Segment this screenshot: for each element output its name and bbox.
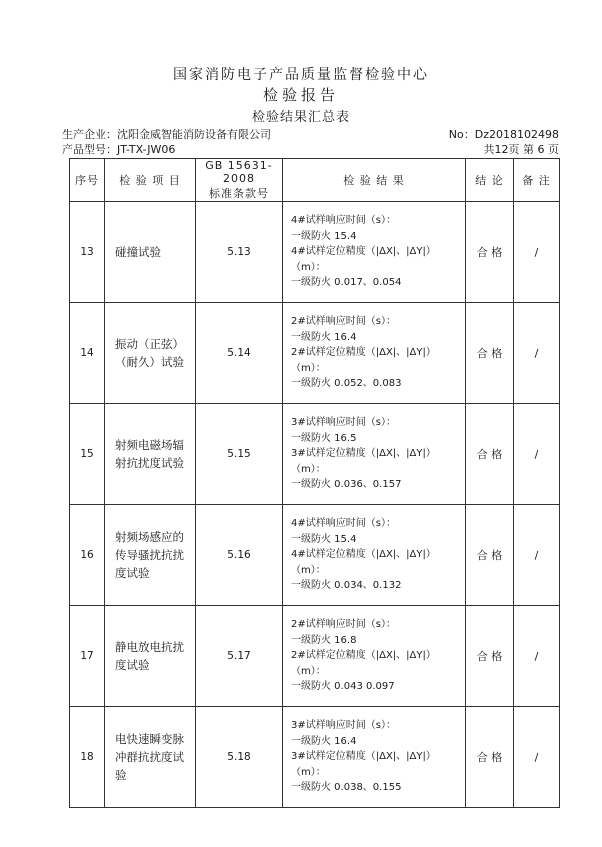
row-result-line: 一级防火 16.4 xyxy=(291,331,357,343)
table-row xyxy=(70,303,560,404)
row-result-line: 4#试样响应时间（s）： xyxy=(291,518,396,530)
row-result-line: （m）： xyxy=(291,766,326,778)
row-item-line: 验 xyxy=(115,768,127,782)
doc-title: 检验报告 xyxy=(262,86,339,104)
row-conclusion: 合 格 xyxy=(466,404,514,505)
row-result-line: （m）： xyxy=(291,665,326,677)
row-item-line: 度试验 xyxy=(115,566,150,580)
table-row xyxy=(70,202,560,303)
row-result-line: 4#试样响应时间（s）： xyxy=(291,215,396,227)
row-result xyxy=(283,202,466,303)
page-indicator: 共12页 第 6 页 xyxy=(483,143,559,156)
row-result-line: 一级防火 0.043 0.097 xyxy=(291,681,395,693)
row-seq: 13 xyxy=(70,202,105,303)
row-result xyxy=(283,505,466,606)
row-item-line: 振动（正弦） xyxy=(115,337,184,351)
row-item-line: 碰撞试验 xyxy=(115,245,161,259)
row-clause: 5.17 xyxy=(196,606,283,707)
row-item-line: 传导骚扰抗扰 xyxy=(115,548,184,562)
row-conclusion: 合 格 xyxy=(466,202,514,303)
row-result-line: 一级防火 15.4 xyxy=(291,230,357,242)
row-conclusion: 合 格 xyxy=(466,606,514,707)
row-result-line: 2#试样响应时间（s）： xyxy=(291,316,396,328)
row-result-line: 4#试样定位精度（|ΔX|、|ΔY|） xyxy=(291,549,436,561)
doc-subtitle: 检验结果汇总表 xyxy=(251,110,350,125)
table-row xyxy=(70,606,560,707)
row-result-line: 3#试样定位精度（|ΔX|、|ΔY|） xyxy=(291,751,436,763)
row-item-line: 射频电磁场辐 xyxy=(115,438,184,452)
row-seq: 14 xyxy=(70,303,105,404)
row-clause: 5.14 xyxy=(196,303,283,404)
row-result-line: （m）： xyxy=(291,463,326,475)
row-result-line: 一级防火 0.017、0.054 xyxy=(291,277,402,289)
row-item xyxy=(105,606,196,707)
header-standard xyxy=(196,159,283,202)
row-clause: 5.16 xyxy=(196,505,283,606)
row-result xyxy=(283,303,466,404)
header-seq: 序号 xyxy=(70,159,105,202)
row-result-line: 一级防火 0.038、0.155 xyxy=(291,782,402,794)
row-item-line: 电快速瞬变脉 xyxy=(115,732,184,746)
row-remark: / xyxy=(514,707,560,808)
row-result-line: 3#试样响应时间（s）： xyxy=(291,417,396,429)
row-result xyxy=(283,707,466,808)
row-result xyxy=(283,606,466,707)
row-seq: 18 xyxy=(70,707,105,808)
row-result-line: （m）： xyxy=(291,261,326,273)
row-seq: 17 xyxy=(70,606,105,707)
row-remark: / xyxy=(514,404,560,505)
row-item xyxy=(105,404,196,505)
row-item xyxy=(105,303,196,404)
row-item xyxy=(105,202,196,303)
row-result-line: 一级防火 0.034、0.132 xyxy=(291,580,402,592)
row-result-line: 2#试样定位精度（|ΔX|、|ΔY|） xyxy=(291,650,436,662)
header-item: 检 验 项 目 xyxy=(105,159,196,202)
row-remark: / xyxy=(514,505,560,606)
row-result-line: 3#试样响应时间（s）： xyxy=(291,720,396,732)
row-seq: 16 xyxy=(70,505,105,606)
header-standard-line1: GB 15631-2008 xyxy=(205,159,273,185)
row-result-line: 4#试样定位精度（|ΔX|、|ΔY|） xyxy=(291,246,436,258)
results-table xyxy=(69,158,560,808)
row-result-line: 一级防火 0.036、0.157 xyxy=(291,479,402,491)
row-clause: 5.13 xyxy=(196,202,283,303)
row-result-line: 3#试样定位精度（|ΔX|、|ΔY|） xyxy=(291,448,436,460)
row-result xyxy=(283,404,466,505)
row-conclusion: 合 格 xyxy=(466,303,514,404)
row-remark: / xyxy=(514,606,560,707)
row-result-line: 一级防火 16.8 xyxy=(291,634,357,646)
row-conclusion: 合 格 xyxy=(466,505,514,606)
report-number: No：Dz2018102498 xyxy=(448,128,559,141)
row-item-line: 冲群抗扰度试 xyxy=(115,750,184,764)
manufacturer: 生产企业：沈阳金威智能消防设备有限公司 xyxy=(62,128,271,141)
table-header-row xyxy=(70,159,560,202)
row-result-line: （m）： xyxy=(291,564,326,576)
row-item-line: 射频场感应的 xyxy=(115,530,184,544)
table-row xyxy=(70,707,560,808)
row-result-line: 一级防火 0.052、0.083 xyxy=(291,378,402,390)
header-standard-line2: 标准条款号 xyxy=(209,187,269,200)
row-result-line: 2#试样响应时间（s）： xyxy=(291,619,396,631)
row-item xyxy=(105,505,196,606)
row-item-line: 度试验 xyxy=(115,658,150,672)
product-model: 产品型号：JT-TX-JW06 xyxy=(62,143,176,156)
row-item-line: 静电放电抗扰 xyxy=(115,640,184,654)
row-result-line: 一级防火 16.4 xyxy=(291,735,357,747)
row-conclusion: 合 格 xyxy=(466,707,514,808)
row-seq: 15 xyxy=(70,404,105,505)
header-conclusion: 结 论 xyxy=(466,159,514,202)
row-result-line: 一级防火 15.4 xyxy=(291,533,357,545)
row-item-line: 射抗扰度试验 xyxy=(115,456,184,470)
header-result: 检 验 结 果 xyxy=(283,159,466,202)
table-row xyxy=(70,404,560,505)
row-result-line: 一级防火 16.5 xyxy=(291,432,357,444)
row-result-line: 2#试样定位精度（|ΔX|、|ΔY|） xyxy=(291,347,436,359)
row-clause: 5.15 xyxy=(196,404,283,505)
header-remark: 备 注 xyxy=(514,159,560,202)
row-remark: / xyxy=(514,303,560,404)
row-remark: / xyxy=(514,202,560,303)
row-clause: 5.18 xyxy=(196,707,283,808)
org-name: 国家消防电子产品质量监督检验中心 xyxy=(173,67,429,83)
table-row xyxy=(70,505,560,606)
row-item-line: （耐久）试验 xyxy=(115,355,184,369)
row-result-line: （m）： xyxy=(291,362,326,374)
row-item xyxy=(105,707,196,808)
